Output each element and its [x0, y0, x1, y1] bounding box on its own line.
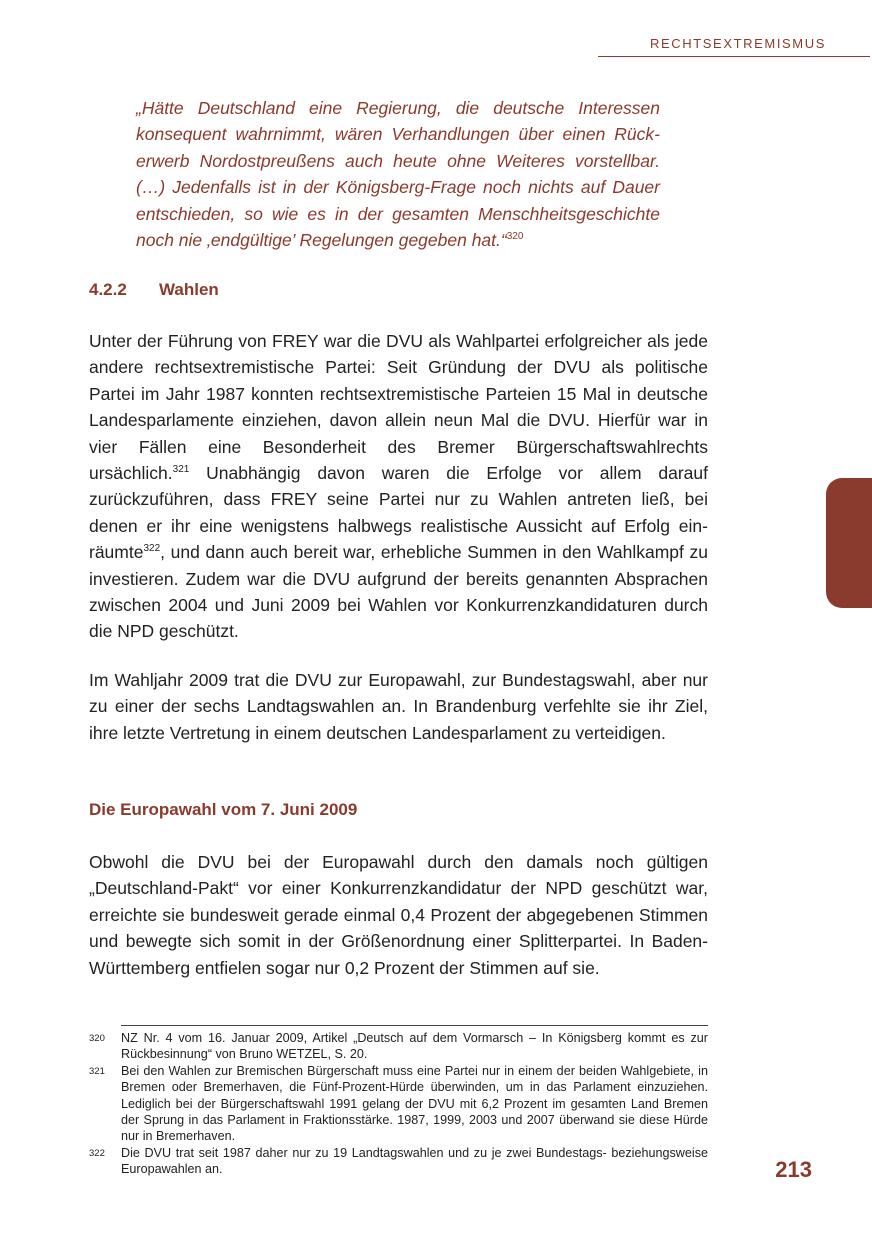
section-heading — [89, 280, 219, 300]
footnote-322 — [89, 1145, 708, 1178]
section-number: 4.2.2 — [89, 280, 127, 299]
subheading-europawahl: Die Europawahl vom 7. Juni 2009 — [89, 800, 358, 819]
footnote-ref-321[interactable]: 321 — [172, 464, 190, 476]
paragraph-3: Obwohl die DVU bei der Europawahl durch den damals noch gültigen „Deutschland-Pakt“ vor einer Konkurrenzkandidatur der NPD geschützt war, erreichte sie bundesweit gerade einmal 0,4 Prozent der abgegebenen Stimmen und bewegte sich somit in der Größenordnung einer Splitterpartei. In Baden-Württemberg entfielen sogar nur 0,2 Prozent der Stimmen auf sie. — [89, 852, 708, 978]
chapter-side-tab — [826, 478, 872, 608]
footnote-text: Bei den Wahlen zur Bremischen Bürgerschaft muss eine Partei nur in einem der beiden Wahlgebiete, in Bremen oder Bremerhaven, die Fünf-Prozent-Hürde überwinden, um in das Parlament einzuziehen. Lediglich bei der Bürgerschaftswahl 1991 gelang der DVU mit 6,2 Prozent im gesamten Land Bremen der Sprung in das Parlament in Fraktionsstärke. 1987, 1999, 2003 und 2007 überwand sie diese Hürde nur in Bremerhaven. — [121, 1063, 708, 1144]
quote-footnote-ref[interactable]: 320 — [506, 231, 524, 243]
paragraph-2: Im Wahljahr 2009 trat die DVU zur Europawahl, zur Bundestagswahl, aber nur zu einer der sechs Landtagswahlen an. In Brandenburg verfehlte sie ihr Ziel, ihre letzte Vertretung in einem deutschen Landesparlament zu verteidigen. — [89, 670, 708, 743]
paragraph-1-part-1: Unter der Führung von FREY war die DVU als Wahlpartei erfolgreicher als jede andere rechtsextremistische Partei: Seit Gründung der DVU als politische Partei im Jahr 1987 konnten rechtsextremistische Parteien 15 Mal in deutsche Landesparlamente einziehen, davon allein neun Mal die DVU. Hierfür war in vier Fällen eine Besonderheit des Bremer Bürgerschaftswahlrechts ursächlich. — [89, 331, 708, 484]
footnote-text: NZ Nr. 4 vom 16. Januar 2009, Artikel „Deutsch auf dem Vormarsch – In Königsberg kommt es zur Rückbesinnung“ von Bruno WETZEL, S. 20. — [121, 1031, 708, 1062]
block-quote — [136, 95, 660, 253]
footnote-321 — [89, 1063, 708, 1145]
footnote-ref-322[interactable]: 322 — [143, 543, 161, 555]
quote-text: „Hätte Deutschland eine Regierung, die deutsche Interessen konsequent wahrnimmt, wären Verhandlungen über einen Rückerwerb Nordostpreußens auch heute ohne Weiteres vorstellbar. (…) Jedenfalls ist in der Königsberg-Frage noch nichts auf Dauer entschieden, so wie es in der gesamten Menschheitsgeschichte noch nie ‚endgültige’ Regelungen gegeben hat.“ — [136, 98, 660, 251]
paragraph-1-part-2: Unabhängig davon waren die Erfolge vor allem darauf zurückzuführen, dass FREY seine Partei nur zu Wahlen antreten ließ, bei denen er ihr eine wenigstens halbwegs realistische Aussicht auf Erfolg einräumte — [89, 463, 708, 563]
footnote-320 — [89, 1030, 708, 1063]
running-header: RECHTSEXTREMISMUS — [650, 36, 826, 51]
footnote-number: 322 — [89, 1147, 105, 1159]
footnote-text: Die DVU trat seit 1987 daher nur zu 19 Landtagswahlen und zu je zwei Bundestags- beziehungsweise Europawahlen an. — [121, 1145, 708, 1177]
section-title: Wahlen — [159, 280, 219, 299]
footnote-rule — [121, 1025, 708, 1026]
footnotes — [89, 1030, 708, 1178]
header-rule — [598, 56, 870, 57]
footnote-number: 320 — [89, 1033, 105, 1044]
footnote-number: 321 — [89, 1065, 105, 1077]
paragraph-1 — [89, 328, 708, 645]
paragraph-1-part-3: , und dann auch bereit war, erhebliche Summen in den Wahlkampf zu investieren. Zudem war die DVU aufgrund der bereits genannten Absprachen zwischen 2004 und Juni 2009 bei Wahlen vor Konkurrenzkandidaturen durch die NPD geschützt. — [89, 542, 708, 642]
page-number: 213 — [775, 1157, 812, 1182]
